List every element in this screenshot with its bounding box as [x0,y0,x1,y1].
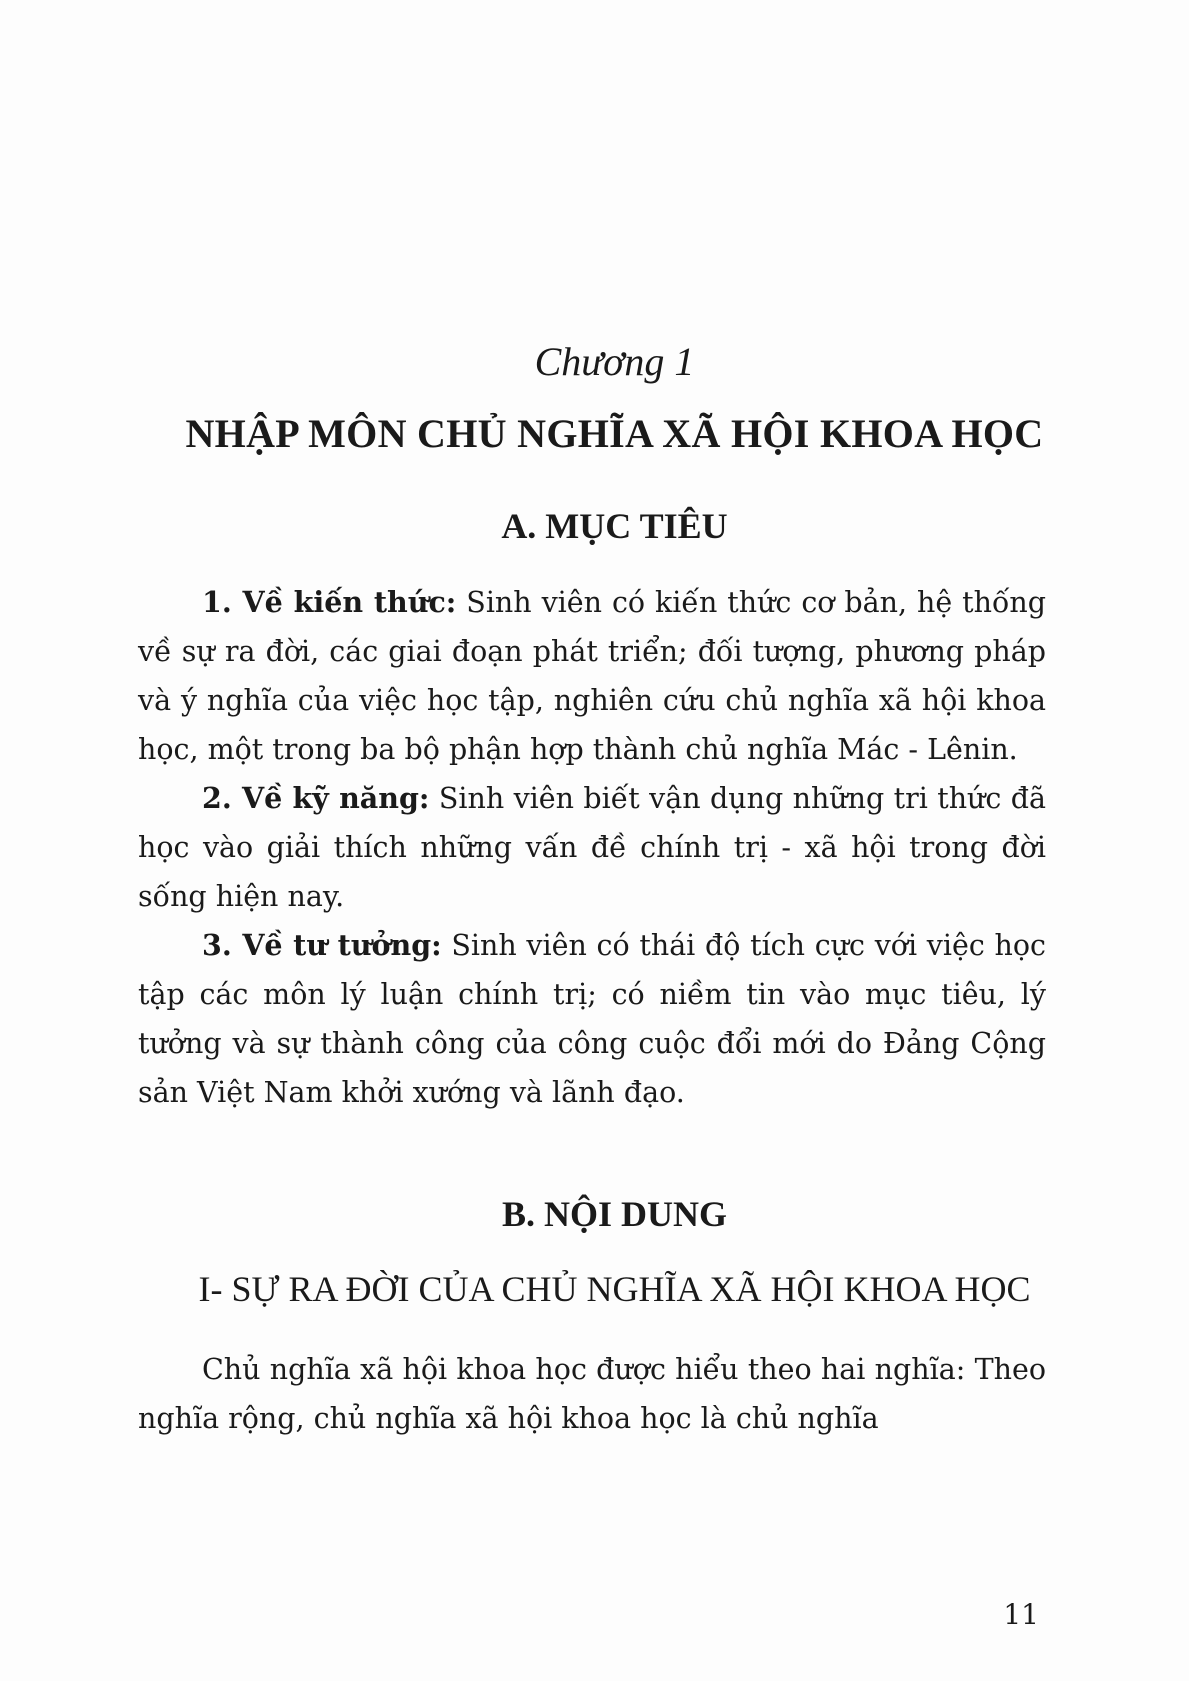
content-paragraph: Chủ nghĩa xã hội khoa học được hiểu theo hai nghĩa: Theo nghĩa rộng, chủ nghĩa xã hội khoa học là chủ nghĩa [138,1353,1046,1435]
objective-knowledge [138,578,1046,774]
objective-ideology [138,921,1046,1117]
chapter-label: Chương 1 [534,339,695,384]
section-b-heading: B. NỘI DUNG [501,1194,728,1234]
objective-lead: 2. Về kỹ năng: [202,781,430,815]
subsection-heading: I- SỰ RA ĐỜI CỦA CHỦ NGHĨA XÃ HỘI KHOA HỌC [198,1269,1031,1309]
page-number: 11 [1003,1598,1039,1631]
objective-text: Sinh viên có thái độ tích cực với việc học tập các môn lý luận chính trị; có niềm tin vào mục tiêu, lý tưởng và sự thành công của công cuộc đổi mới do Đảng Cộng sản Việt Nam khởi xướng và lãnh đạo. [138,929,1046,1109]
chapter-title: NHẬP MÔN CHỦ NGHĨA XÃ HỘI KHOA HỌC [185,411,1044,456]
objective-text: Sinh viên có kiến thức cơ bản, hệ thống về sự ra đời, các giai đoạn phát triển; đối tượng, phương pháp và ý nghĩa của việc học tập, nghiên cứu chủ nghĩa xã hội khoa học, một trong ba bộ phận hợp thành chủ nghĩa Mác - Lênin. [138,586,1046,766]
objective-lead: 3. Về tư tưởng: [202,928,442,962]
content-block [138,1345,1046,1443]
objectives-block [138,578,1046,1117]
objective-lead: 1. Về kiến thức: [202,585,457,619]
objective-skills [138,774,1046,921]
section-a-heading: A. MỤC TIÊU [501,506,728,546]
objective-text: Sinh viên biết vận dụng những tri thức đã học vào giải thích những vấn đề chính trị - xã hội trong đời sống hiện nay. [138,782,1046,913]
